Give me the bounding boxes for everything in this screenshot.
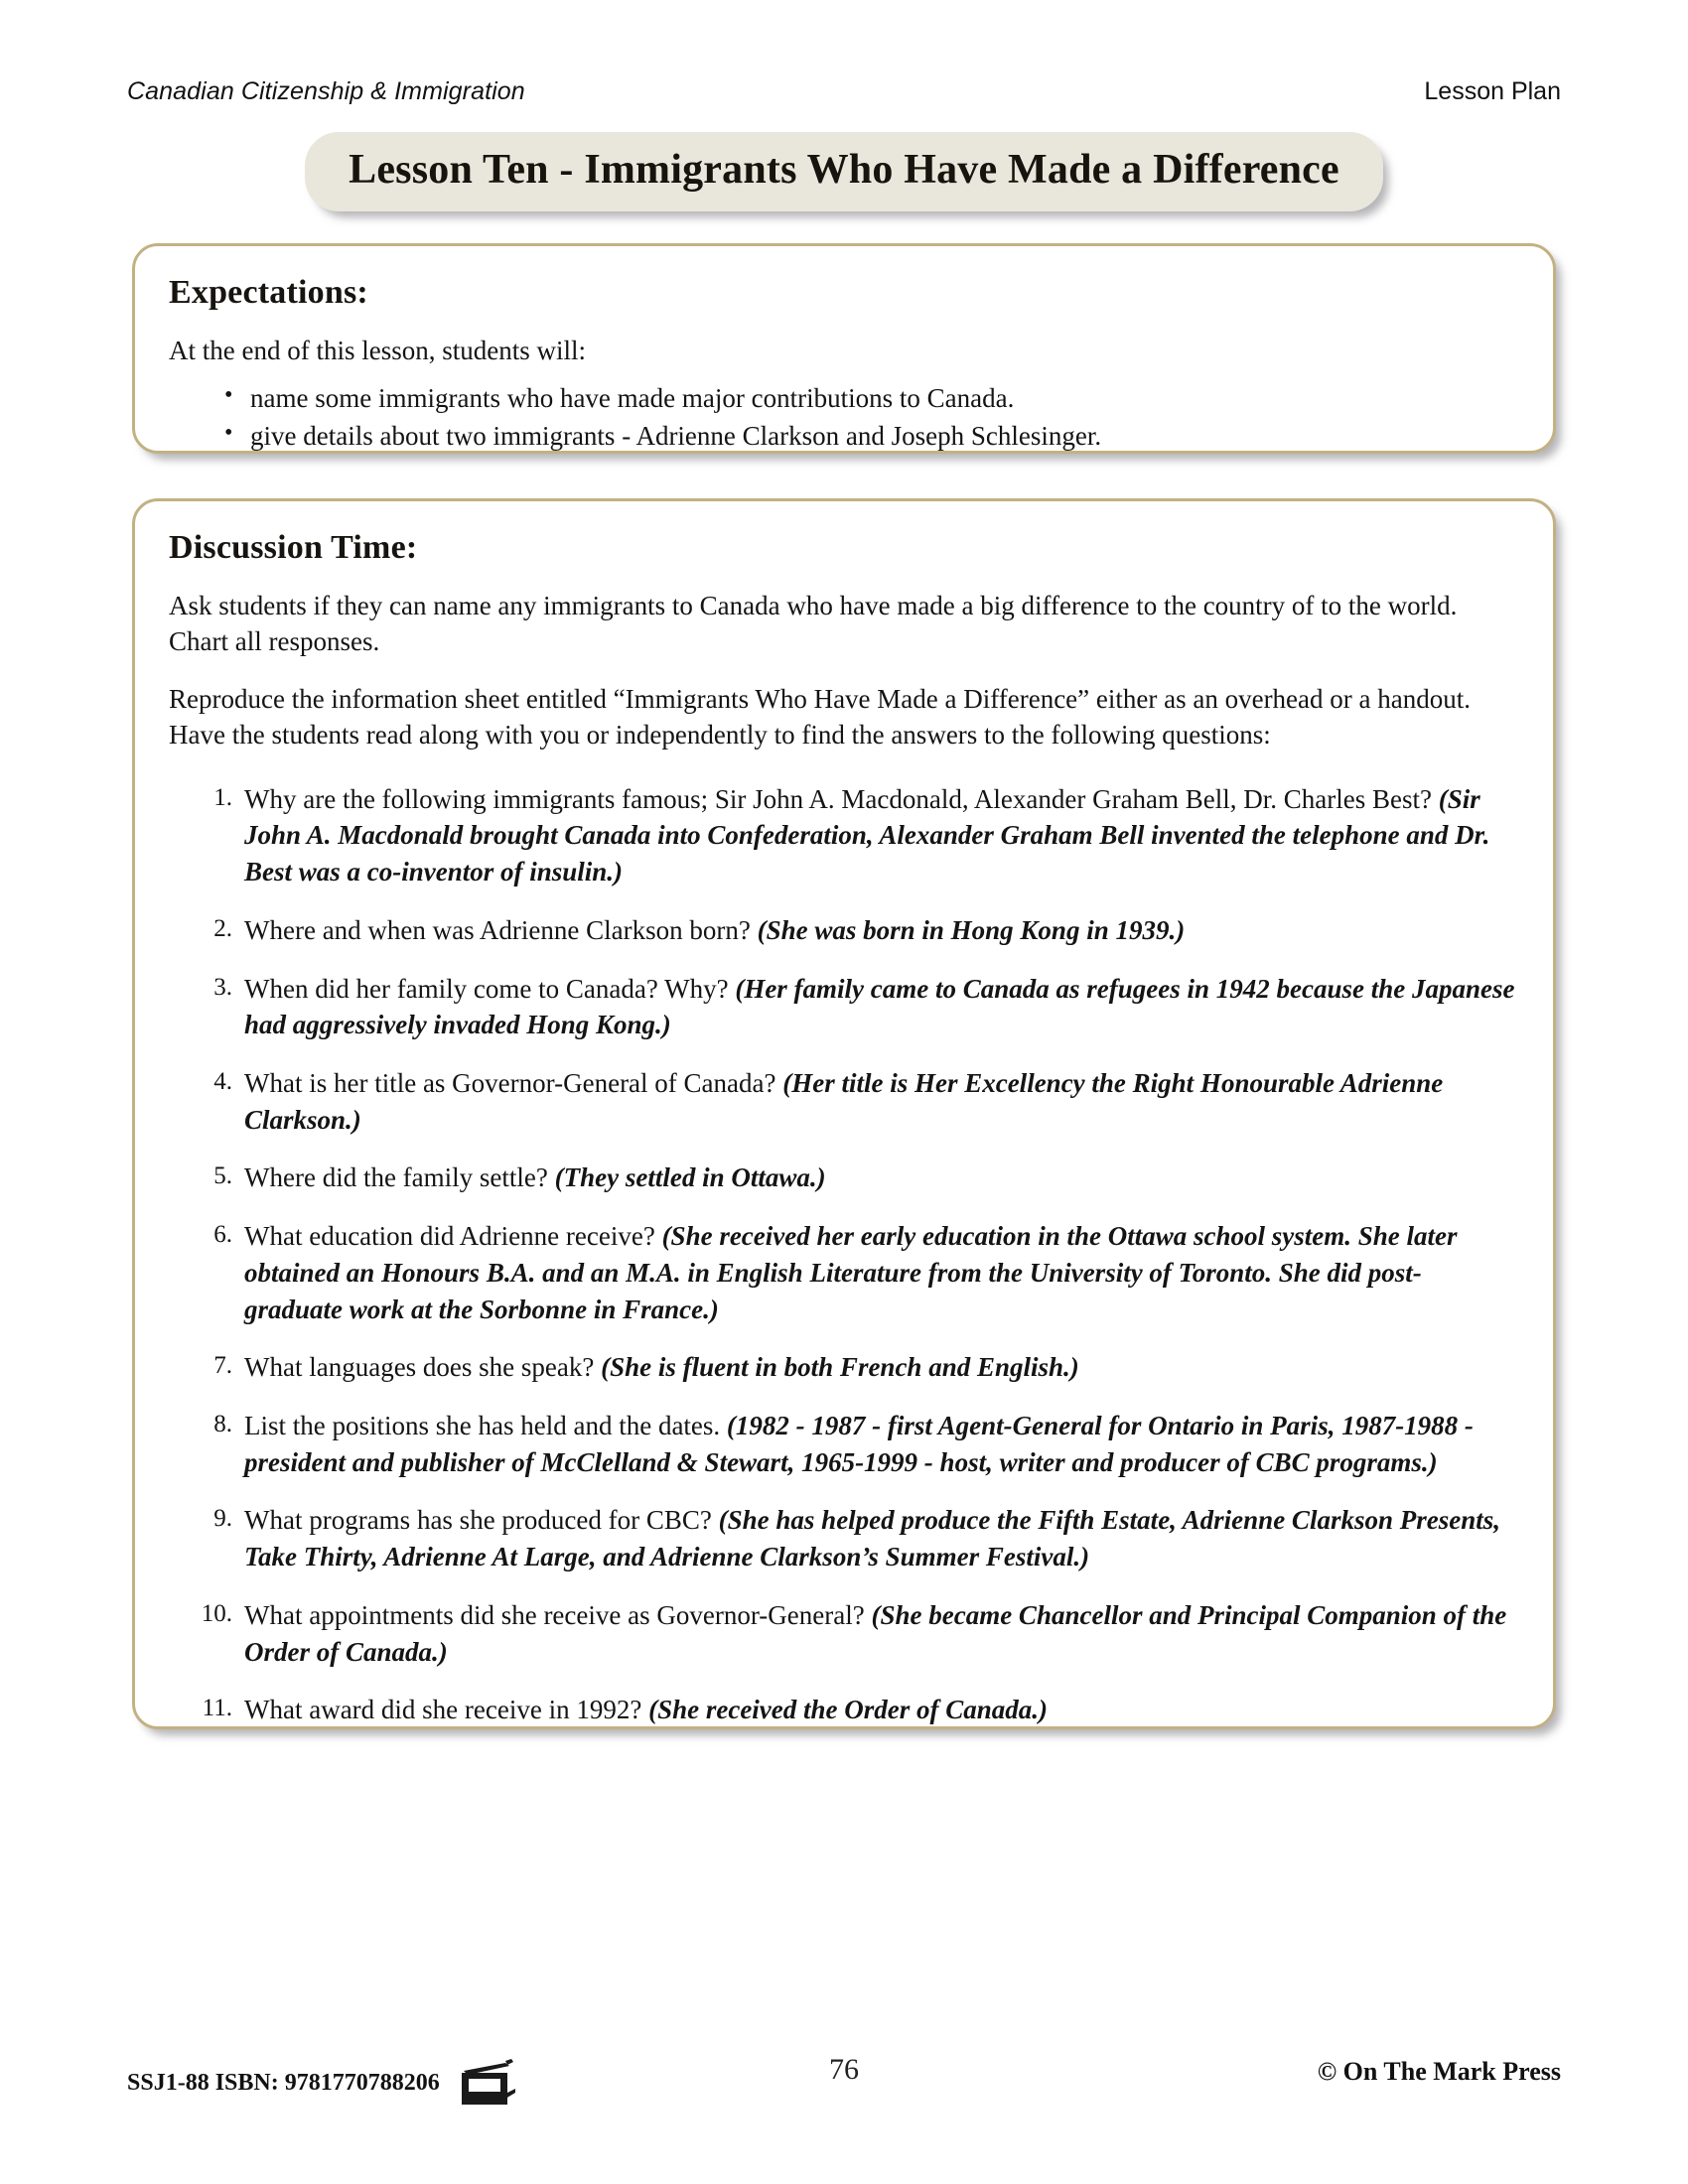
- answer-text: (She became Chancellor and Principal Companion of the Order of Canada.): [244, 1599, 1507, 1667]
- question-item: [169, 1692, 1519, 1728]
- question-text: What education did Adrienne receive?: [244, 1221, 655, 1252]
- discussion-time-box-content: [135, 501, 1553, 1756]
- answer-text: (She was born in Hong Kong in 1939.): [757, 914, 1186, 945]
- question-text: Where did the family settle?: [244, 1162, 548, 1193]
- question-number: 2.: [213, 914, 232, 942]
- question-item: [169, 1160, 1519, 1196]
- question-item: [169, 1218, 1519, 1327]
- answer-text: (1982 - 1987 - first Agent-General for Ontario in Paris, 1987-1988 - president and publisher of McClelland & Stewart, 1965-1999 - host, writer and producer of CBC programs.): [244, 1410, 1474, 1477]
- expectations-box: [132, 243, 1556, 454]
- question-item: [169, 1065, 1519, 1138]
- question-item: [169, 1408, 1519, 1480]
- question-text: What award did she receive in 1992?: [244, 1695, 642, 1725]
- question-text: What programs has she produced for CBC?: [244, 1505, 712, 1536]
- answer-text: (Her title is Her Excellency the Right Honourable Adrienne Clarkson.): [244, 1067, 1444, 1135]
- running-header: [127, 77, 1561, 111]
- expectations-bullet-list: [169, 379, 1519, 456]
- expectations-intro: At the end of this lesson, students will:: [169, 336, 586, 365]
- question-text: What appointments did she receive as Governor-General?: [244, 1599, 865, 1630]
- footer-isbn: SSJ1-88 ISBN: 9781770788206: [127, 2069, 440, 2096]
- answer-text: (Sir John A. Macdonald brought Canada into Confederation, Alexander Graham Bell invented the telephone and Dr. Best was a co-inventor of insulin.): [244, 783, 1490, 887]
- discussion-paragraph-1: Ask students if they can name any immigrants to Canada who have made a big difference to the country of to the world. Chart all responses.: [169, 591, 1458, 656]
- question-text: When did her family come to Canada? Why?: [244, 973, 729, 1004]
- question-item: [169, 781, 1519, 890]
- answer-text: (She has helped produce the Fifth Estate, Adrienne Clarkson Presents, Take Thirty, Adrienne At Large, and Adrienne Clarkson’s Summer Festival.): [244, 1505, 1500, 1572]
- expectations-heading: Expectations:: [169, 274, 368, 311]
- question-text: What is her title as Governor-General of Canada?: [244, 1067, 776, 1098]
- expectations-box-content: [135, 246, 1553, 481]
- question-text: Why are the following immigrants famous; Sir John A. Macdonald, Alexander Graham Bell, Dr. Charles Best?: [244, 783, 1433, 814]
- question-item: [169, 912, 1519, 949]
- answer-text: (Her family came to Canada as refugees in 1942 because the Japanese had aggressively invaded Hong Kong.): [244, 973, 1515, 1040]
- question-number: 5.: [213, 1162, 232, 1190]
- question-text: List the positions she has held and the dates.: [244, 1410, 721, 1440]
- question-number: 7.: [213, 1352, 232, 1380]
- answer-text: (They settled in Ottawa.): [554, 1162, 826, 1193]
- question-list: [169, 781, 1519, 1728]
- question-number: 4.: [213, 1067, 232, 1095]
- question-item: [169, 1502, 1519, 1574]
- running-header-title: Canadian Citizenship & Immigration: [127, 77, 525, 105]
- list-item: • name some immigrants who have made major contributions to Canada.: [250, 379, 1519, 417]
- question-number: 11.: [202, 1695, 232, 1722]
- page-title: Lesson Ten - Immigrants Who Have Made a Difference: [349, 147, 1339, 193]
- discussion-paragraph-2: Reproduce the information sheet entitled “Immigrants Who Have Made a Difference” either as an overhead or a handout. Have the students read along with you or independently to find the answers to the following questions:: [169, 683, 1471, 750]
- discussion-time-box: [132, 498, 1556, 1729]
- question-item: [169, 971, 1519, 1043]
- question-item: [169, 1349, 1519, 1386]
- question-number: 10.: [201, 1599, 232, 1627]
- page-footer: [127, 2053, 1561, 2103]
- running-header-section: Lesson Plan: [1424, 77, 1561, 105]
- question-number: 8.: [213, 1410, 232, 1437]
- list-item: • give details about two immigrants - Adrienne Clarkson and Joseph Schlesinger.: [250, 417, 1519, 455]
- question-text: Where and when was Adrienne Clarkson born?: [244, 914, 751, 945]
- discussion-time-heading: Discussion Time:: [169, 529, 418, 566]
- footer-page-number: 76: [829, 2053, 859, 2086]
- question-number: 6.: [213, 1221, 232, 1249]
- answer-text: (She is fluent in both French and English.): [601, 1352, 1079, 1383]
- footer-copyright: © On The Mark Press: [1317, 2057, 1561, 2086]
- title-banner: [305, 132, 1383, 211]
- question-number: 3.: [213, 973, 232, 1001]
- question-item: [169, 1597, 1519, 1670]
- title-banner-wrapper: [0, 132, 1688, 211]
- question-text: What languages does she speak?: [244, 1352, 595, 1383]
- question-number: 9.: [213, 1505, 232, 1533]
- answer-text: (She received her early education in the Ottawa school system. She later obtained an Honours B.A. and an M.A. in English Literature from the University of Toronto. She did post-graduate work at the Sorbonne in France.): [244, 1221, 1458, 1324]
- answer-text: (She received the Order of Canada.): [648, 1695, 1049, 1725]
- question-number: 1.: [213, 783, 232, 811]
